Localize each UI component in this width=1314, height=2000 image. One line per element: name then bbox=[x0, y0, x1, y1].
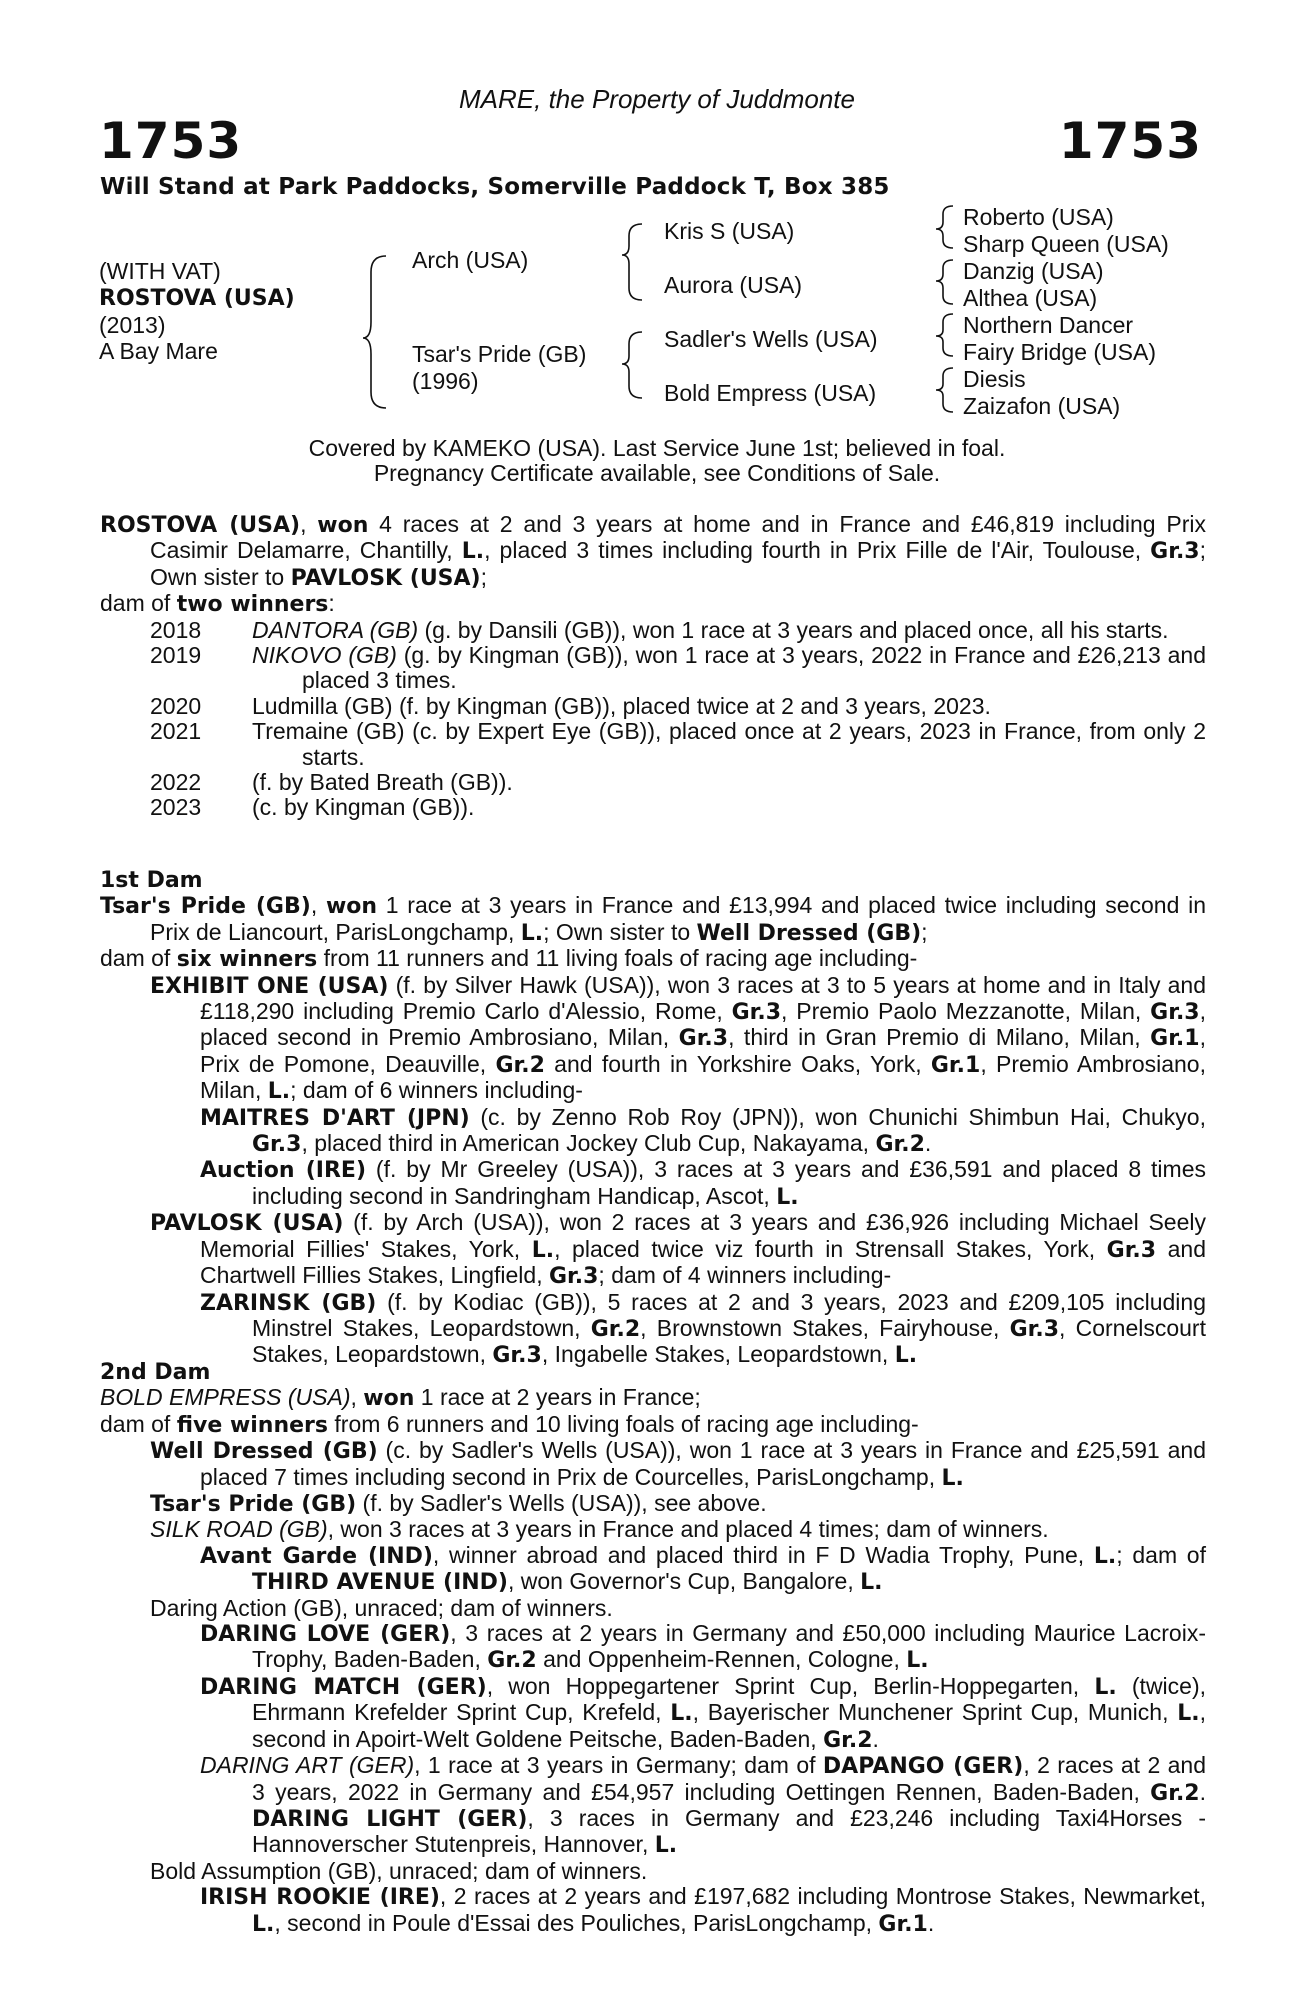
zarinsk-entry: ZARINSK (GB) (f. by Kodiac (GB)), 5 races at 2 and 3 years, 2023 and £209,105 including Minstrel Stakes, Leopardstown, Gr.2, Brownstown Stakes, Fairyhouse, Gr.3, Cornelscourt Stakes, Leopardstown, Gr.3, Ingabelle Stakes, Leopardstown, L. bbox=[200, 1288, 1206, 1369]
irish-rookie-entry: IRISH ROOKIE (IRE), 2 races at 2 years and £197,682 including Montrose Stakes, Newmarket, L., second in Poule d'Essai des Pouliches, ParisLongchamp, Gr.1. bbox=[200, 1883, 1206, 1937]
silk-road-entry: SILK ROAD (GB), won 3 races at 3 years in France and placed 4 times; dam of winners. bbox=[150, 1516, 1049, 1543]
daring-art-entry: DARING ART (GER), 1 race at 3 years in Germany; dam of DAPANGO (GER), 2 races at 2 and 3 years, 2022 in Germany and £54,957 including Oettingen Rennen, Baden-Baden, Gr.2. DARING LIGHT (GER), 3 races in Germany and £23,246 including Taxi4Horses - Hannoverscher Stutenpreis, Hannover, L. bbox=[200, 1752, 1207, 1859]
auction-entry: Auction (IRE) (f. by Mr Greeley (USA)), 3 races at 3 years and £36,591 and placed 8 times including second in Sandringham Handicap, Ascot, L. bbox=[200, 1156, 1206, 1210]
produce-row: 2019 NIKOVO (GB) (g. by Kingman (GB)), won 1 race at 3 years, 2022 in France and £26,213 and placed 3 times. bbox=[150, 642, 1206, 694]
first-dam-heading: 1st Dam bbox=[100, 868, 203, 893]
first-dam-produce-line: dam of six winners from 11 runners and 11 living foals of racing age including- bbox=[100, 945, 918, 973]
dam: Tsar's Pride (GB) bbox=[412, 341, 587, 367]
maitres-dart-entry: MAITRES D'ART (JPN) (c. by Zenno Rob Roy (JPN)), won Chunichi Shimbun Hai, Chukyo, Gr.3, placed third in American Jockey Club Cup, Nakayama, Gr.2. bbox=[200, 1103, 1206, 1158]
produce-row: 2021 Tremaine (GB) (c. by Expert Eye (GB)), placed once at 2 years, 2023 in France, from only 2 starts. bbox=[150, 718, 1206, 770]
foaling-year: (2013) bbox=[99, 312, 166, 338]
sire-sire: Kris S (USA) bbox=[664, 218, 795, 244]
horse-description: A Bay Mare bbox=[99, 338, 218, 364]
lot-number-right: 1753 bbox=[1058, 112, 1202, 170]
first-dam-paragraph: Tsar's Pride (GB), won 1 race at 3 years in France and £13,994 and placed twice including second in Prix de Liancourt, ParisLongchamp, L.; Own sister to Well Dressed (GB); bbox=[100, 892, 1207, 946]
sire-dam: Aurora (USA) bbox=[664, 272, 803, 298]
dam-year: (1996) bbox=[412, 368, 479, 394]
stand-location: Will Stand at Park Paddocks, Somerville Paddock T, Box 385 bbox=[100, 174, 890, 200]
gg-3: Danzig (USA) bbox=[963, 258, 1104, 284]
avant-garde-entry: Avant Garde (IND), winner abroad and placed third in F D Wadia Trophy, Pune, L.; dam of THIRD AVENUE (IND), won Governor's Cup, Bangalore, L. bbox=[200, 1541, 1206, 1596]
well-dressed-entry: Well Dressed (GB) (c. by Sadler's Wells (USA)), won 1 race at 3 years in France and £25,591 and placed 7 times including second in Prix de Courcelles, ParisLongchamp, L. bbox=[150, 1437, 1206, 1491]
gg-1: Roberto (USA) bbox=[963, 204, 1114, 230]
lead-paragraph: ROSTOVA (USA), won 4 races at 2 and 3 years at home and in France and £46,819 including Prix Casimir Delamarre, Chantilly, L., placed 3 times including fourth in Prix Fille de l'Air, Toulouse, Gr.3; Own sister to PAVLOSK (USA); bbox=[100, 511, 1206, 591]
gg-6: Fairy Bridge (USA) bbox=[963, 339, 1156, 365]
covered-note: Covered by KAMEKO (USA). Last Service June 1st; believed in foal. bbox=[308, 435, 1006, 461]
daring-match-entry: DARING MATCH (GER), won Hoppegartener Sprint Cup, Berlin-Hoppegarten, L. (twice), Ehrmann Krefelder Sprint Cup, Krefeld, L., Bayerischer Munchener Sprint Cup, Munich, L., second in Apoirt-Welt Goldene Peitsche, Baden-Baden, Gr.2. bbox=[200, 1672, 1207, 1753]
vat-note: (WITH VAT) bbox=[99, 258, 221, 284]
tsars-pride-entry: Tsar's Pride (GB) (f. by Sadler's Wells (USA)), see above. bbox=[150, 1490, 767, 1518]
sire: Arch (USA) bbox=[412, 247, 529, 273]
produce-row: 2023 (c. by Kingman (GB)). bbox=[150, 794, 475, 821]
pavlosk-entry: PAVLOSK (USA) (f. by Arch (USA)), won 2 races at 3 years and £36,926 including Michael Seely Memorial Fillies' Stakes, York, L., placed twice viz fourth in Strensall Stakes, York, Gr.3 and Chartwell Fillies Stakes, Lingfield, Gr.3; dam of 4 winners including- bbox=[150, 1209, 1207, 1290]
gg-5: Northern Dancer bbox=[963, 312, 1134, 338]
gg-7: Diesis bbox=[963, 366, 1026, 392]
dam-dam: Bold Empress (USA) bbox=[664, 380, 877, 406]
dam-sire: Sadler's Wells (USA) bbox=[664, 326, 878, 352]
daring-action-entry: Daring Action (GB), unraced; dam of winners. bbox=[150, 1594, 613, 1621]
produce-row: 2022 (f. by Bated Breath (GB)). bbox=[150, 769, 513, 796]
pregnancy-note: Pregnancy Certificate available, see Conditions of Sale. bbox=[373, 460, 941, 486]
dam-of-line: dam of two winners: bbox=[100, 590, 335, 618]
produce-row: 2018 DANTORA (GB) (g. by Dansili (GB)), won 1 race at 3 years and placed once, all his starts. bbox=[150, 616, 1169, 643]
second-dam-produce-line: dam of five winners from 6 runners and 10 living foals of racing age including- bbox=[100, 1410, 919, 1438]
produce-section bbox=[100, 512, 1206, 821]
sale-title: MARE, the Property of Juddmonte bbox=[459, 84, 855, 114]
exhibit-one-entry: EXHIBIT ONE (USA) (f. by Silver Hawk (USA)), won 3 races at 3 to 5 years at home and in Italy and £118,290 including Premio Carlo d'Alessio, Rome, Gr.3, Premio Paolo Mezzanotte, Milan, Gr.3, placed second in Premio Ambrosiano, Milan, Gr.3, third in Gran Premio di Milano, Milan, Gr.1, Prix de Pomone, Deauville, Gr.2 and fourth in Yorkshire Oaks, York, Gr.1, Premio Ambrosiano, Milan, L.; dam of 6 winners including- bbox=[150, 971, 1206, 1105]
daring-love-entry: DARING LOVE (GER), 3 races at 2 years in Germany and £50,000 including Maurice Lacroix-Trophy, Baden-Baden, Gr.2 and Oppenheim-Rennen, Cologne, L. bbox=[200, 1620, 1206, 1674]
first-dam-section bbox=[100, 868, 1206, 1369]
gg-4: Althea (USA) bbox=[963, 285, 1098, 311]
produce-row: 2020 Ludmilla (GB) (f. by Kingman (GB)), placed twice at 2 and 3 years, 2023. bbox=[150, 692, 991, 719]
gg-2: Sharp Queen (USA) bbox=[963, 231, 1169, 257]
gg-8: Zaizafon (USA) bbox=[963, 393, 1121, 419]
bold-assumption-entry: Bold Assumption (GB), unraced; dam of winners. bbox=[150, 1857, 648, 1884]
horse-name: ROSTOVA (USA) bbox=[99, 286, 295, 311]
lot-number-left: 1753 bbox=[99, 112, 243, 170]
second-dam-section bbox=[100, 1360, 1206, 1937]
second-dam-heading: 2nd Dam bbox=[100, 1360, 211, 1385]
second-dam-paragraph: BOLD EMPRESS (USA), won 1 race at 2 years in France; bbox=[100, 1384, 701, 1412]
